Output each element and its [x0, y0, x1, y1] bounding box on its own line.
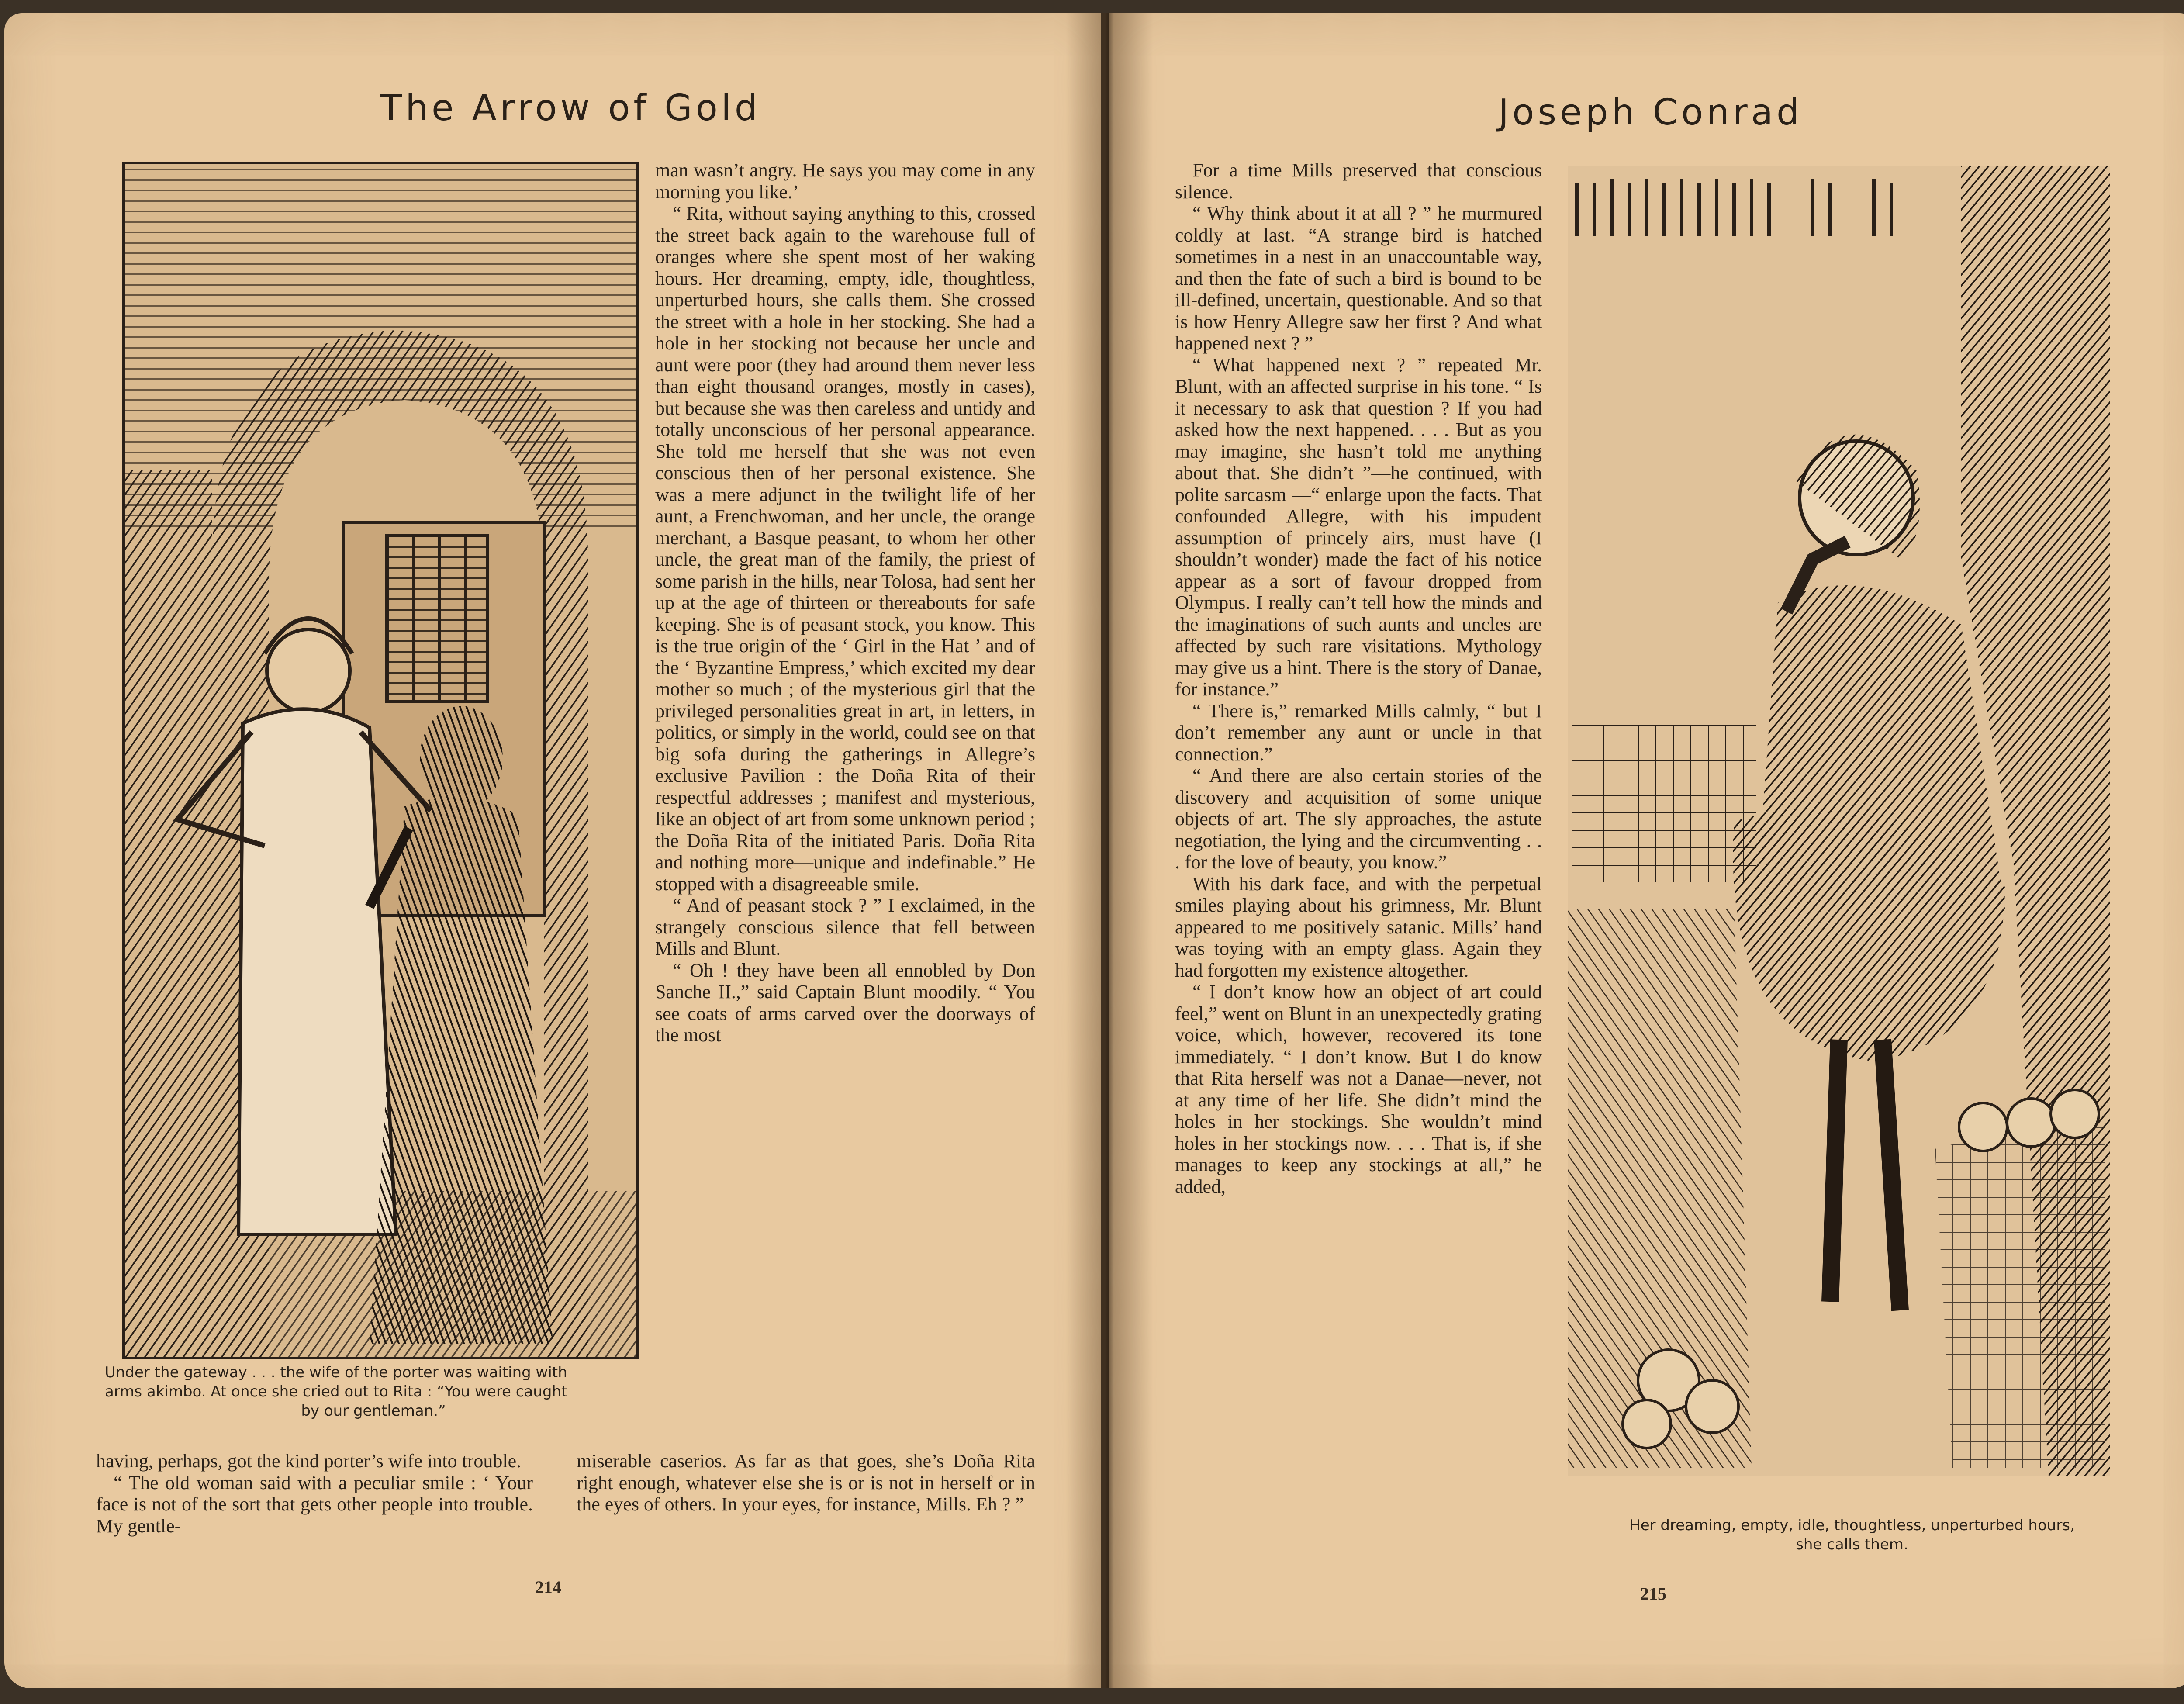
paragraph: “ Oh ! they have been all ennobled by Don Sanche II.,” said Captain Blunt moodily. “ You see coats of arms carved over the doorways of the most	[655, 959, 1035, 1046]
paragraph: “ I don’t know how an object of art could feel,” went on Blunt in an unexpectedly grating voice, which, however, recovered its tone immediately. “ I don’t know. But I do know that Rita herself was not a Danae—never, not at any time of her life. She didn’t mind the holes in her stockings. She wouldn’t mind holes in her stockings now. . . . That is, if she manages to keep any stockings at all,” he added,	[1175, 981, 1542, 1197]
illustration-gateway	[122, 162, 639, 1359]
paragraph: “ What happened next ? ” repeated Mr. Blunt, with an affected surprise in his tone. “ Is it necessary to ask that question ? If you had asked how the next happened. . . . But as you may imagine, she hasn’t told me anything about that. She didn’t ”—he continued, with polite sarcasm —“ enlarge upon the facts. That confounded Allegre, with his impudent assumption of princely airs, must have (I shouldn’t wonder) made the fact of his notice appear as a sort of favour dropped from Olympus. I really can’t tell how the minds and the imaginations of such aunts and uncles are affected by such rare visitations. Mythology may give us a hint. There is the story of Danae, for instance.”	[1175, 354, 1542, 700]
caption-left	[105, 1363, 642, 1421]
paragraph: “ Rita, without saying anything to this, crossed the street back again to the warehouse full of oranges where she spent most of her waking hours. Her dreaming, empty, idle, thoughtless, unperturbed hours, she calls them. She crossed the street with a hole in her stocking. She had a hole in her stocking not because her uncle and aunt were poor (they had around them never less than eight thousand oranges, mostly in cases), but because she was then careless and untidy and totally unconscious of her personal appearance. She told me herself that she was not even conscious then of her personal existence. She was a mere adjunct in the twilight life of her aunt, a Frenchwoman, and her uncle, the orange merchant, a Basque peasant, to whom her other uncle, the great man of the family, the priest of some parish in the hills, near Tolosa, had sent her up at the age of thirteen or thereabouts for safe keeping. She is of peasant stock, you know. This is the true origin of the ‘ Girl in the Hat ’ and of the ‘ Byzantine Empress,’ which excited my dear mother so much ; of the mysterious girl that the privileged personalities great in art, in letters, in politics, or simply in the world, could see on that big sofa during the gatherings in Allegre’s exclusive Pavilion : the Doña Rita of their respectful addresses ; manifest and mysterious, like an object of art from some unknown period ; the Doña Rita of the initiated Paris. Doña Rita and nothing more—unique and indefinable.” He stopped with a disagreeable smile.	[655, 203, 1035, 895]
gateway-drawing	[125, 164, 636, 1357]
caption-left-line-2: arms akimbo. At once she cried out to Rita : “You were caught	[105, 1383, 567, 1400]
paragraph: man wasn’t angry. He says you may come in any morning you like.’	[655, 159, 1035, 203]
paragraph: “ There is,” remarked Mills calmly, “ but I don’t remember any aunt or uncle in that connection.”	[1175, 700, 1542, 765]
caption-right	[1590, 1516, 2114, 1554]
page-number-left: 214	[535, 1577, 561, 1597]
caption-left-line-3: by our gentleman.”	[301, 1402, 446, 1420]
paragraph: “ And of peasant stock ? ” I exclaimed, in the strangely conscious silence that fell between Mills and Blunt.	[655, 895, 1035, 959]
running-head-right: Joseph Conrad	[1498, 92, 1803, 133]
page-number-right: 215	[1640, 1584, 1666, 1604]
caption-right-line-2: she calls them.	[1796, 1536, 1908, 1553]
rita-seated-drawing	[1568, 166, 2110, 1476]
caption-right-line-1: Her dreaming, empty, idle, thoughtless, unperturbed hours,	[1629, 1517, 2075, 1534]
left-page-column	[655, 159, 1035, 1046]
paragraph: With his dark face, and with the perpetual smiles playing about his grimness, Mr. Blunt appeared to me positively satanic. Mills’ hand was toying with an empty glass. Again they had forgotten my existence altogether.	[1175, 873, 1542, 981]
caption-left-line-1: Under the gateway . . . the wife of the porter was waiting with	[105, 1364, 567, 1381]
paragraph: miserable caserios. As far as that goes, she’s Doña Rita right enough, whatever else she is or is not in herself or in the eyes of others. In your eyes, for instance, Mills. Eh ? ”	[577, 1450, 1035, 1515]
left-page-bottom-right	[577, 1450, 1035, 1515]
paragraph: having, perhaps, got the kind porter’s wife into trouble.	[96, 1450, 522, 1472]
illustration-rita-seated	[1568, 166, 2110, 1476]
paragraph: “ And there are also certain stories of the discovery and acquisition of some unique objects of art. The sly approaches, the astute negotiation, the lying and the circumventing . . . for the love of beauty, you know.”	[1175, 765, 1542, 873]
right-page-column	[1175, 159, 1542, 1197]
paragraph: “ Why think about it at all ? ” he murmured coldly at last. “A strange bird is hatched sometimes in a nest in an unaccountable way, and then the fate of such a bird is bound to be ill-defined, uncertain, questionable. And so that is how Henry Allegre saw her first ? And what happened next ? ”	[1175, 203, 1542, 354]
book-gutter	[1066, 13, 1153, 1688]
running-head-left: The Arrow of Gold	[380, 87, 761, 129]
paragraph: For a time Mills preserved that conscious silence.	[1175, 159, 1542, 203]
left-page-bottom-left	[96, 1450, 533, 1537]
paragraph: “ The old woman said with a peculiar smile : ‘ Your face is not of the sort that gets other people into trouble. My gentle-	[96, 1472, 533, 1537]
